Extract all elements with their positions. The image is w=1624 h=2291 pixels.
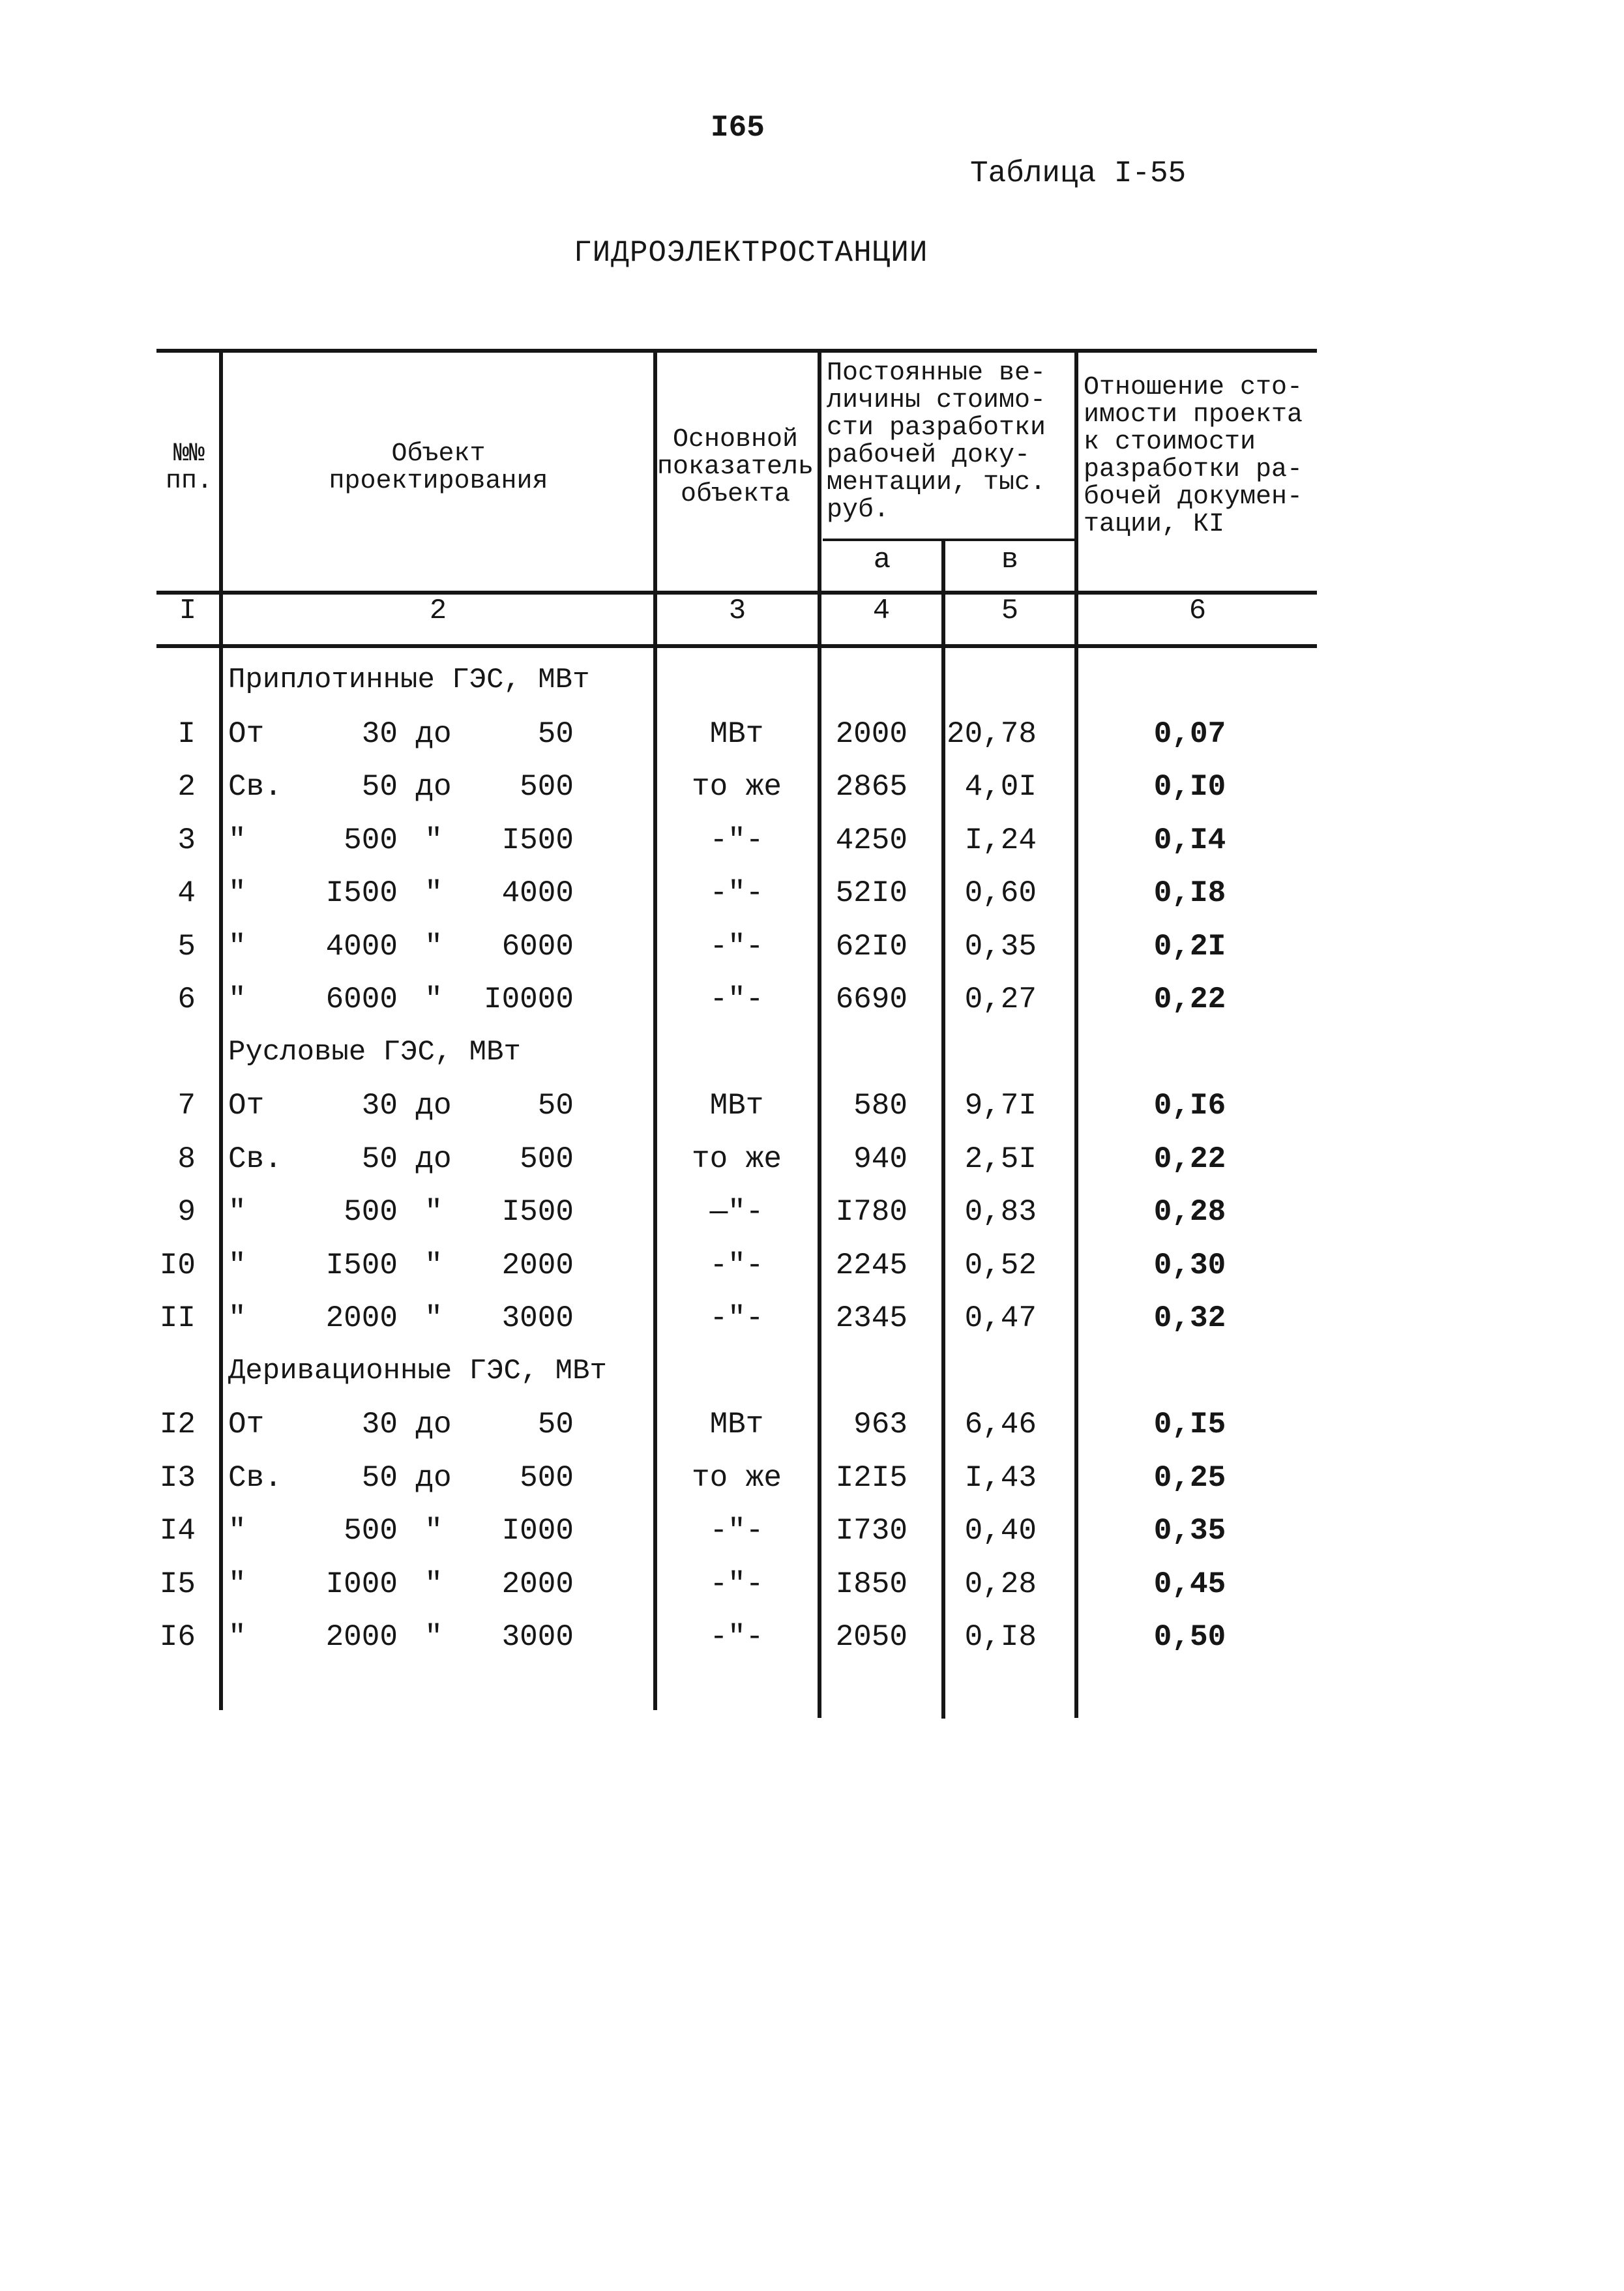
row-object xyxy=(228,1089,619,1123)
row-number: I5 xyxy=(159,1567,196,1601)
object-part: 50 xyxy=(361,770,398,804)
row-ratio: 0,22 xyxy=(1153,1142,1226,1176)
row-value-b: 0,I8 xyxy=(964,1620,1037,1654)
row-value-b: I,24 xyxy=(964,823,1037,857)
row-value-b: 0,47 xyxy=(964,1301,1037,1335)
row-number: I3 xyxy=(159,1460,196,1495)
row-indicator: МВт xyxy=(709,717,764,751)
row-object xyxy=(228,1408,619,1441)
subheader-b: в xyxy=(1001,544,1019,576)
object-part: " xyxy=(424,1195,443,1229)
row-value-a: 52I0 xyxy=(835,876,908,910)
object-part: От xyxy=(228,717,265,751)
object-part: I500 xyxy=(325,876,398,910)
object-part: " xyxy=(424,876,443,910)
row-value-a: I730 xyxy=(835,1514,908,1548)
column-number: 5 xyxy=(1001,595,1019,627)
object-part: " xyxy=(228,1620,246,1654)
object-part: " xyxy=(424,1301,443,1335)
row-object xyxy=(228,1461,619,1495)
row-indicator: то же xyxy=(691,1142,782,1176)
object-part: 3000 xyxy=(501,1301,574,1335)
row-ratio: 0,25 xyxy=(1153,1460,1226,1495)
col-divider-1 xyxy=(219,349,223,1710)
object-part: до xyxy=(415,1142,452,1176)
row-number: I0 xyxy=(159,1248,196,1282)
row-ratio: 0,I6 xyxy=(1153,1089,1226,1123)
object-part: Св. xyxy=(228,770,282,804)
subheader-divider xyxy=(823,539,1077,541)
object-part: " xyxy=(228,876,246,910)
object-part: до xyxy=(415,770,452,804)
object-part: 30 xyxy=(361,1089,398,1123)
col-divider-3 xyxy=(818,349,821,1718)
object-part: I500 xyxy=(501,823,574,857)
row-number: I xyxy=(177,717,196,751)
object-part: до xyxy=(415,717,452,751)
colnum-divider xyxy=(156,644,1317,648)
row-number: 2 xyxy=(177,770,196,804)
object-part: I0000 xyxy=(483,983,574,1016)
row-object xyxy=(228,770,619,804)
object-part: 2000 xyxy=(501,1248,574,1282)
row-ratio: 0,I8 xyxy=(1153,876,1226,910)
header-constants: Постоянные ве- личины стоимо- сти разработки рабочей доку- ментации, тыс. руб. xyxy=(827,359,1046,525)
column-number: 6 xyxy=(1188,595,1207,627)
object-part: 6000 xyxy=(325,983,398,1016)
row-indicator: —"- xyxy=(709,1195,764,1229)
row-value-b: I,43 xyxy=(964,1460,1037,1495)
row-number: I2 xyxy=(159,1408,196,1441)
row-value-a: I2I5 xyxy=(835,1460,908,1495)
object-part: до xyxy=(415,1408,452,1441)
object-part: " xyxy=(228,929,246,964)
row-object xyxy=(228,930,619,964)
object-part: " xyxy=(424,1514,443,1548)
subheader-a: а xyxy=(873,544,891,576)
row-value-b: 9,7I xyxy=(964,1089,1037,1123)
row-number: 7 xyxy=(177,1089,196,1123)
object-part: " xyxy=(228,1567,246,1601)
header-no: №№ пп. xyxy=(165,439,213,496)
object-part: " xyxy=(424,1620,443,1654)
row-object xyxy=(228,1195,619,1229)
row-ratio: 0,I5 xyxy=(1153,1408,1226,1441)
row-object xyxy=(228,1514,619,1548)
row-value-a: 2245 xyxy=(835,1248,908,1282)
row-number: I4 xyxy=(159,1514,196,1548)
row-indicator: -"- xyxy=(709,1567,764,1601)
row-value-a: 2865 xyxy=(835,770,908,804)
object-part: 6000 xyxy=(501,929,574,964)
object-part: " xyxy=(228,1195,246,1229)
row-value-b: 2,5I xyxy=(964,1142,1037,1176)
row-value-b: 0,60 xyxy=(964,876,1037,910)
section-title: Русловые ГЭС, МВт xyxy=(228,1035,521,1069)
row-indicator: МВт xyxy=(709,1408,764,1441)
row-value-b: 0,28 xyxy=(964,1567,1037,1601)
column-number: 3 xyxy=(728,595,746,627)
column-number: 2 xyxy=(429,595,447,627)
object-part: 30 xyxy=(361,1408,398,1441)
row-value-a: 4250 xyxy=(835,823,908,857)
row-ratio: 0,I4 xyxy=(1153,823,1226,857)
row-object xyxy=(228,1620,619,1654)
object-part: 2000 xyxy=(501,1567,574,1601)
object-part: 50 xyxy=(537,1408,574,1441)
header-indicator: Основной показатель объекта xyxy=(657,425,814,509)
row-ratio: 0,45 xyxy=(1153,1567,1226,1601)
object-part: 50 xyxy=(361,1460,398,1495)
object-part: 500 xyxy=(520,770,574,804)
section-title: Приплотинные ГЭС, МВт xyxy=(228,664,590,696)
row-value-a: 2345 xyxy=(835,1301,908,1335)
row-ratio: 0,32 xyxy=(1153,1301,1226,1335)
row-number: I6 xyxy=(159,1620,196,1654)
row-value-a: 940 xyxy=(853,1142,908,1176)
object-part: " xyxy=(228,823,246,857)
object-part: " xyxy=(424,823,443,857)
object-part: " xyxy=(424,1567,443,1601)
row-indicator: -"- xyxy=(709,1620,764,1654)
column-number: 4 xyxy=(872,595,891,627)
object-part: 500 xyxy=(344,1514,398,1548)
row-indicator: -"- xyxy=(709,1301,764,1335)
row-number: II xyxy=(159,1301,196,1335)
object-part: Св. xyxy=(228,1142,282,1176)
col-divider-2 xyxy=(653,349,657,1710)
row-indicator: то же xyxy=(691,1460,782,1495)
row-object xyxy=(228,1301,619,1335)
row-indicator: -"- xyxy=(709,823,764,857)
row-value-a: 963 xyxy=(853,1408,908,1441)
table-top-border xyxy=(156,349,1317,353)
row-value-a: I850 xyxy=(835,1567,908,1601)
row-value-b: 0,35 xyxy=(964,929,1037,964)
object-part: 500 xyxy=(344,1195,398,1229)
object-part: I500 xyxy=(501,1195,574,1229)
row-number: 5 xyxy=(177,929,196,964)
object-part: 2000 xyxy=(325,1301,398,1335)
row-number: 3 xyxy=(177,823,196,857)
row-object xyxy=(228,823,619,857)
row-object xyxy=(228,1249,619,1282)
row-value-a: 2050 xyxy=(835,1620,908,1654)
row-indicator: МВт xyxy=(709,1089,764,1123)
row-indicator: -"- xyxy=(709,1514,764,1548)
object-part: " xyxy=(424,983,443,1016)
object-part: " xyxy=(424,1248,443,1282)
object-part: 4000 xyxy=(325,929,398,964)
column-number: I xyxy=(179,595,197,627)
row-ratio: 0,50 xyxy=(1153,1620,1226,1654)
object-part: " xyxy=(228,983,246,1016)
page-number: I65 xyxy=(711,111,765,145)
row-value-b: 0,40 xyxy=(964,1514,1037,1548)
row-object xyxy=(228,717,619,751)
object-part: 500 xyxy=(520,1460,574,1495)
row-value-a: 6690 xyxy=(835,983,908,1016)
object-part: От xyxy=(228,1408,265,1441)
row-value-b: 0,52 xyxy=(964,1248,1037,1282)
object-part: 4000 xyxy=(501,876,574,910)
row-value-a: 2000 xyxy=(835,717,908,751)
object-part: I500 xyxy=(325,1248,398,1282)
row-object xyxy=(228,876,619,910)
row-value-a: 580 xyxy=(853,1089,908,1123)
object-part: 500 xyxy=(344,823,398,857)
row-value-b: 20,78 xyxy=(946,717,1037,751)
object-part: 30 xyxy=(361,717,398,751)
table-title: ГИДРОЭЛЕКТРОСТАНЦИИ xyxy=(574,236,928,270)
row-value-a: 62I0 xyxy=(835,929,908,964)
object-part: I000 xyxy=(325,1567,398,1601)
row-indicator: то же xyxy=(691,770,782,804)
row-ratio: 0,30 xyxy=(1153,1248,1226,1282)
row-value-a: I780 xyxy=(835,1195,908,1229)
row-indicator: -"- xyxy=(709,1248,764,1282)
row-number: 6 xyxy=(177,983,196,1016)
object-part: 50 xyxy=(361,1142,398,1176)
object-part: " xyxy=(228,1514,246,1548)
object-part: " xyxy=(228,1248,246,1282)
row-number: 9 xyxy=(177,1195,196,1229)
row-number: 8 xyxy=(177,1142,196,1176)
row-ratio: 0,2I xyxy=(1153,929,1226,964)
table-label: Таблица I-55 xyxy=(970,156,1187,190)
row-object xyxy=(228,1142,619,1176)
row-object xyxy=(228,1567,619,1601)
object-part: 500 xyxy=(520,1142,574,1176)
row-indicator: -"- xyxy=(709,983,764,1016)
row-value-b: 4,0I xyxy=(964,770,1037,804)
object-part: 2000 xyxy=(325,1620,398,1654)
header-object: Объект проектирования xyxy=(329,439,548,496)
row-indicator: -"- xyxy=(709,929,764,964)
object-part: " xyxy=(424,929,443,964)
row-ratio: 0,35 xyxy=(1153,1514,1226,1548)
row-value-b: 6,46 xyxy=(964,1408,1037,1441)
object-part: I000 xyxy=(501,1514,574,1548)
section-title: Деривационные ГЭС, МВт xyxy=(228,1354,607,1387)
row-ratio: 0,28 xyxy=(1153,1195,1226,1229)
row-ratio: 0,07 xyxy=(1153,717,1226,751)
row-number: 4 xyxy=(177,876,196,910)
object-part: 3000 xyxy=(501,1620,574,1654)
object-part: " xyxy=(228,1301,246,1335)
row-value-b: 0,83 xyxy=(964,1195,1037,1229)
object-part: Св. xyxy=(228,1460,282,1495)
row-indicator: -"- xyxy=(709,876,764,910)
row-value-b: 0,27 xyxy=(964,983,1037,1016)
col-divider-5 xyxy=(1074,349,1078,1718)
object-part: 50 xyxy=(537,717,574,751)
row-ratio: 0,I0 xyxy=(1153,770,1226,804)
object-part: до xyxy=(415,1089,452,1123)
row-object xyxy=(228,983,619,1016)
object-part: 50 xyxy=(537,1089,574,1123)
object-part: до xyxy=(415,1460,452,1495)
row-ratio: 0,22 xyxy=(1153,983,1226,1016)
header-ratio: Отношение сто- имости проекта к стоимости разработки ра- бочей докумен- тации, КI xyxy=(1084,373,1303,539)
object-part: От xyxy=(228,1089,265,1123)
